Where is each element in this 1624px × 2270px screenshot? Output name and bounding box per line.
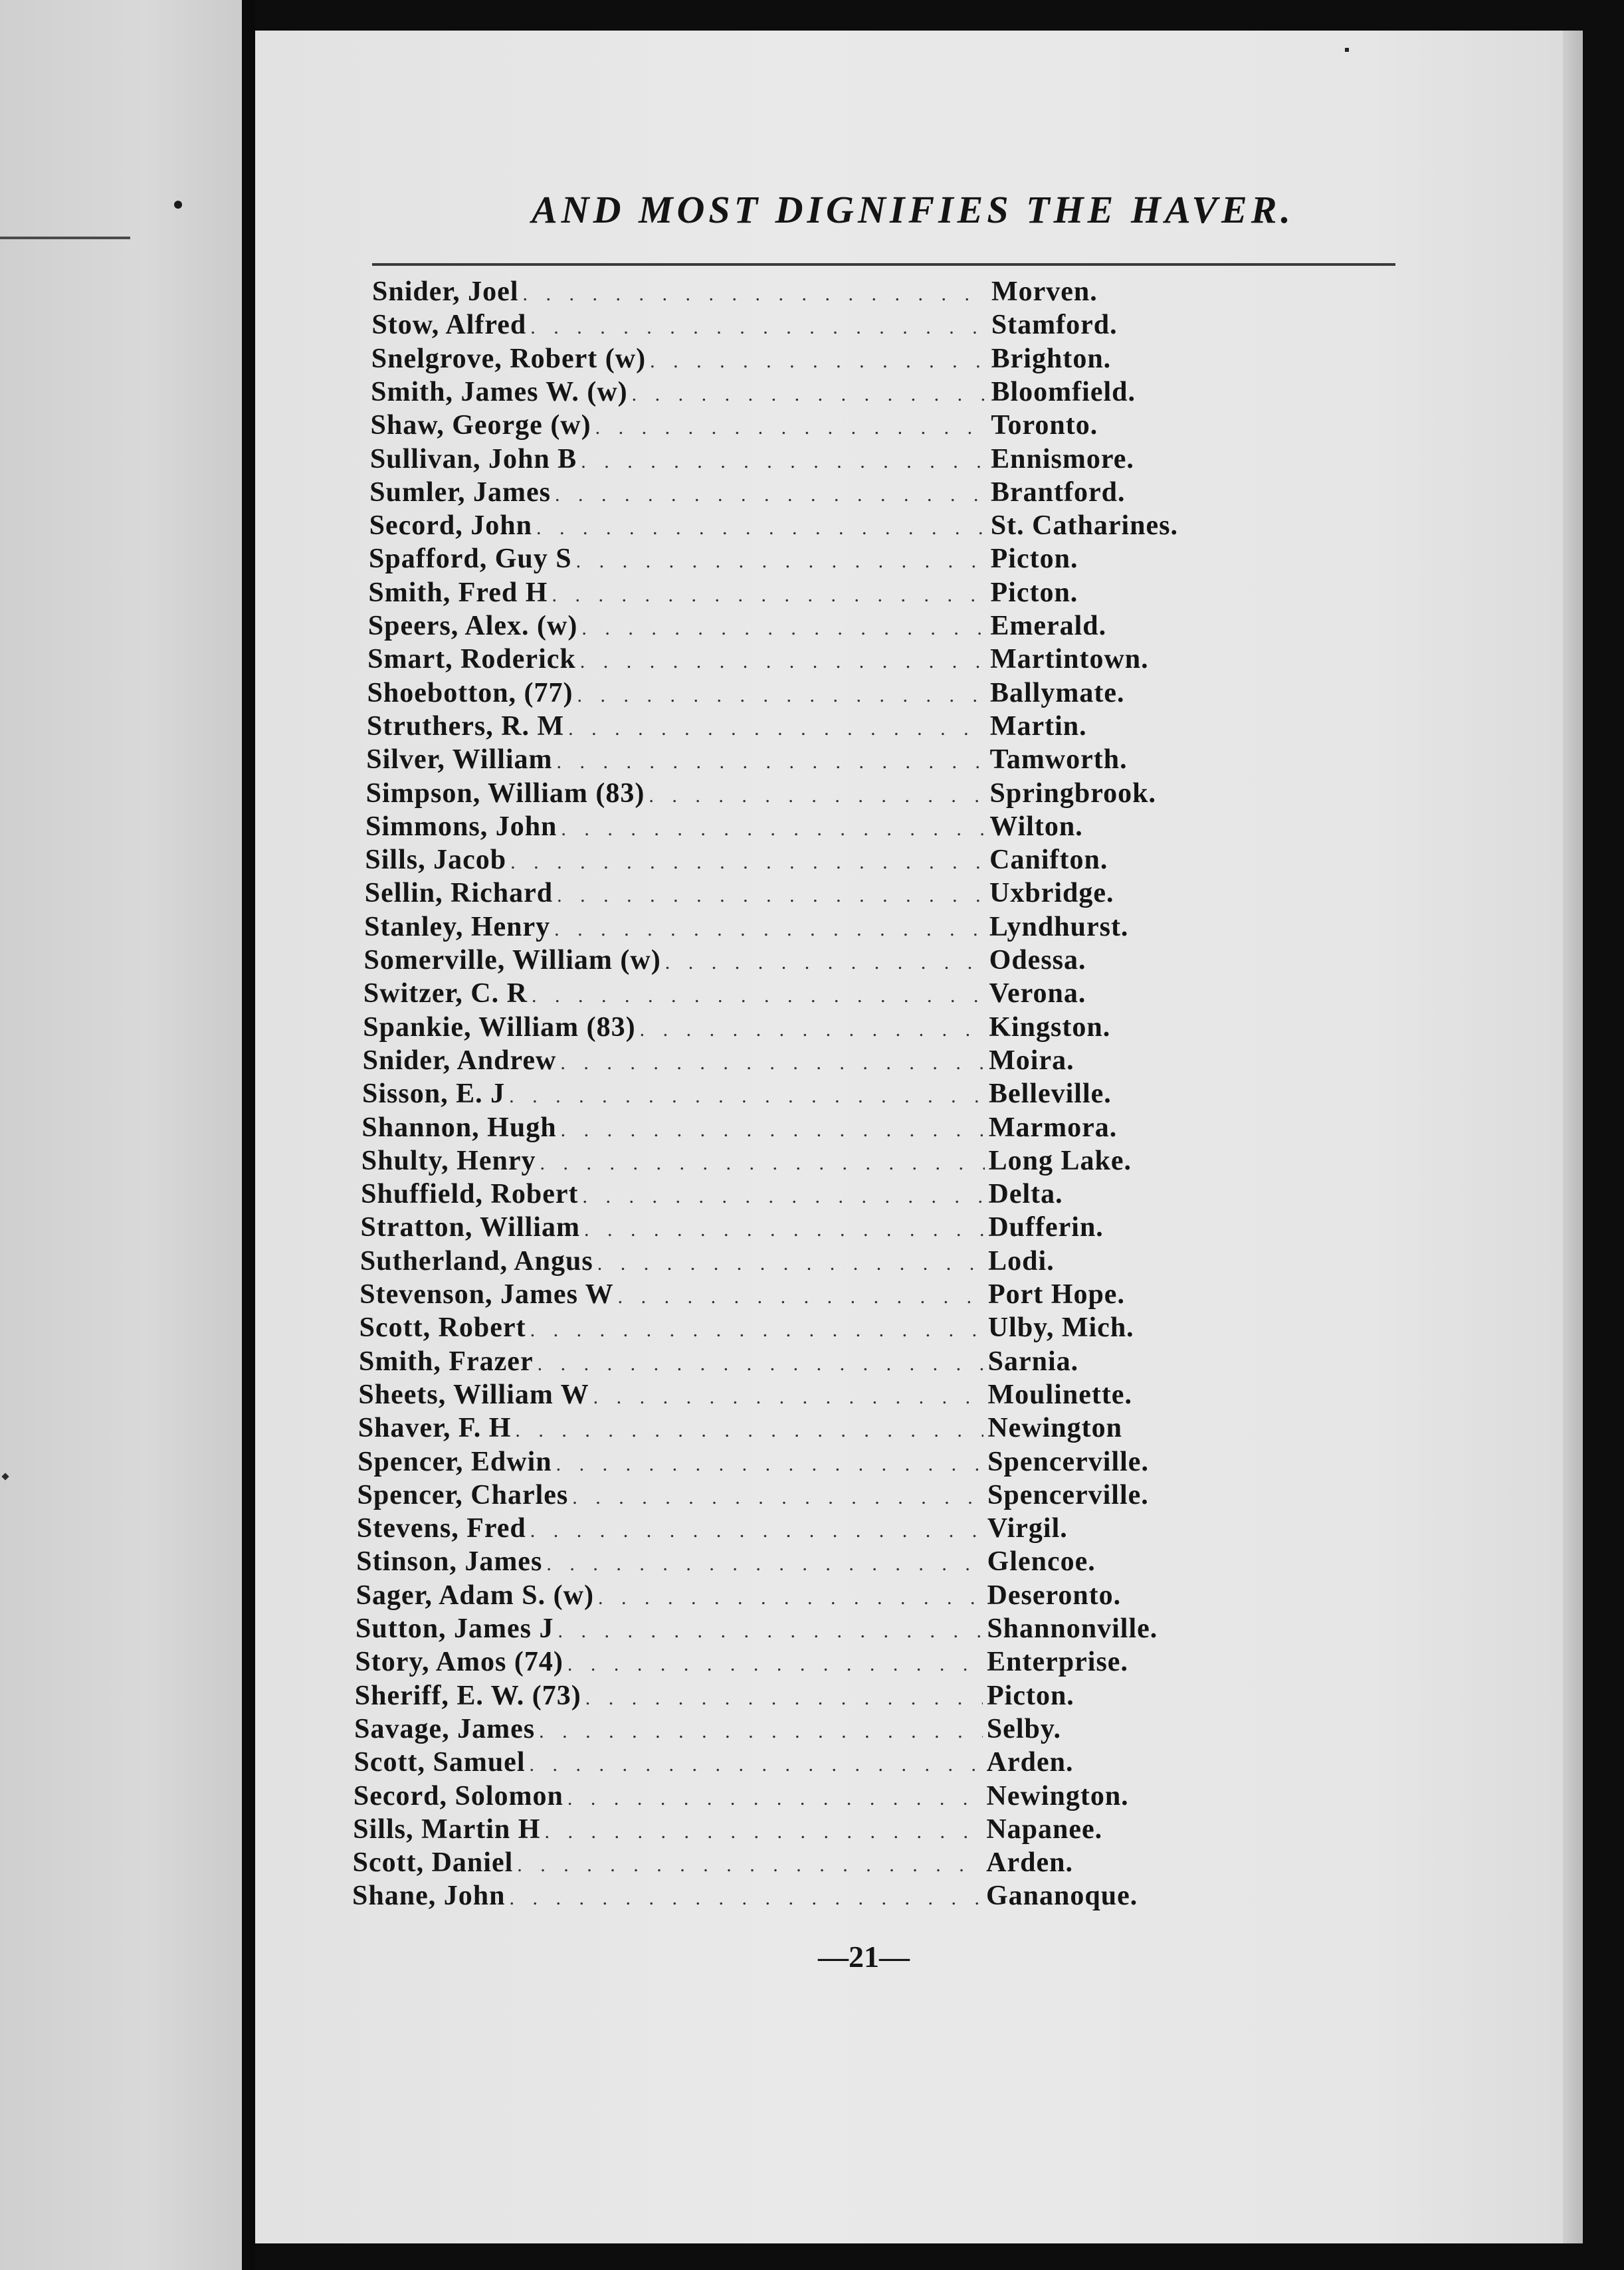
list-item: [354, 1780, 1239, 1813]
entry-name: Sills, Jacob: [365, 845, 507, 876]
dot-leader: [546, 1548, 983, 1581]
list-item: [358, 1378, 1240, 1411]
entry-name: Sutherland, Angus: [359, 1245, 593, 1277]
dot-leader: [580, 645, 986, 678]
dot-leader: [509, 1080, 985, 1113]
entry-place: Arden.: [986, 1747, 1074, 1778]
entry-place: Spencerville.: [987, 1446, 1149, 1477]
entry-name: Shaw, George (w): [370, 410, 591, 441]
list-item: [370, 443, 1243, 476]
list-item: [361, 1111, 1241, 1144]
dot-leader: [577, 679, 986, 712]
dot-leader: [558, 1615, 983, 1648]
entry-place: Ulby, Mich.: [987, 1312, 1134, 1344]
entry-name: Shoebotton, (77): [367, 677, 573, 708]
list-item: [357, 1479, 1241, 1512]
dot-leader: [561, 1114, 985, 1147]
dot-leader: [557, 746, 986, 779]
entry-place: Picton.: [987, 1680, 1074, 1711]
page-number: —21—: [818, 1940, 910, 1974]
entry-place: Marmora.: [988, 1112, 1118, 1143]
list-item: [366, 743, 1242, 776]
entry-place: Moulinette.: [987, 1379, 1132, 1410]
dot-leader: [539, 1715, 983, 1748]
list-item: [371, 375, 1243, 409]
entry-place: Toronto.: [991, 410, 1098, 441]
binding-gutter: [242, 0, 255, 2270]
list-item: [356, 1545, 1239, 1578]
entry-place: Tamworth.: [989, 744, 1128, 775]
entry-name: Snider, Joel: [372, 276, 519, 307]
dot-leader: [538, 1348, 984, 1381]
entry-place: Springbrook.: [989, 777, 1156, 809]
entry-name: Spencer, Edwin: [357, 1446, 552, 1477]
dot-leader: [540, 1147, 984, 1180]
list-item: [353, 1846, 1239, 1879]
entry-name: Sheriff, E. W. (73): [354, 1680, 581, 1711]
entry-name: Stratton, William: [360, 1212, 580, 1243]
dot-leader: [597, 1247, 984, 1281]
dot-leader: [567, 1648, 983, 1681]
list-item: [357, 1512, 1240, 1545]
entry-name: Snelgrove, Robert (w): [371, 343, 647, 374]
list-item: [369, 509, 1243, 542]
dot-leader: [530, 311, 987, 344]
entry-place: Sarnia.: [987, 1346, 1079, 1377]
entry-name: Spafford, Guy S: [369, 544, 572, 575]
entry-name: Story, Amos (74): [355, 1647, 563, 1678]
entry-place: Emerald.: [990, 611, 1107, 641]
entry-name: Scott, Robert: [359, 1312, 526, 1344]
entry-name: Stow, Alfred: [371, 310, 527, 341]
entry-place: Napanee.: [986, 1813, 1103, 1845]
list-item: [362, 1077, 1241, 1110]
entry-place: Shannonville.: [987, 1613, 1158, 1644]
list-item: [365, 810, 1242, 843]
entry-name: Speers, Alex. (w): [367, 611, 578, 641]
list-item: [354, 1746, 1239, 1779]
entry-place: Lyndhurst.: [989, 911, 1129, 942]
dot-leader: [598, 1582, 983, 1615]
list-item: [363, 1011, 1241, 1044]
list-item: [355, 1612, 1239, 1645]
dot-leader: [509, 1882, 982, 1915]
entry-name: Switzer, C. R: [363, 978, 528, 1009]
list-item: [371, 409, 1244, 442]
entry-name: Sumler, James: [369, 476, 552, 508]
dot-leader: [510, 846, 985, 879]
entry-place: Stamford.: [991, 310, 1118, 341]
entry-place: Spencerville.: [987, 1479, 1149, 1510]
facing-page-edge: [0, 0, 242, 2270]
list-item: [363, 977, 1242, 1010]
entry-place: Canifton.: [989, 845, 1108, 876]
list-item: [355, 1645, 1239, 1679]
ink-mark: [1, 1473, 9, 1480]
dot-leader: [581, 612, 986, 645]
entry-name: Somerville, William (w): [363, 945, 661, 976]
entry-name: Silver, William: [366, 744, 553, 775]
dot-leader: [632, 378, 987, 411]
entry-place: Deseronto.: [987, 1580, 1122, 1611]
list-item: [353, 1813, 1239, 1846]
list-item: [364, 944, 1242, 977]
list-item: [363, 1044, 1242, 1077]
dot-leader: [582, 1180, 984, 1213]
scan-speck: [1345, 48, 1349, 52]
entry-name: Sellin, Richard: [364, 878, 554, 909]
entry-name: Stanley, Henry: [364, 911, 551, 942]
entry-name: Stevens, Fred: [356, 1513, 526, 1544]
facing-page-rule: [0, 237, 130, 239]
dot-leader: [665, 946, 985, 980]
list-item: [371, 342, 1244, 375]
dot-leader: [568, 712, 986, 746]
dot-leader: [560, 1047, 985, 1080]
entry-name: Smart, Roderick: [367, 644, 576, 675]
entry-name: Secord, Solomon: [353, 1780, 563, 1811]
dot-leader: [522, 278, 987, 311]
list-item: [369, 476, 1243, 509]
entry-place: Lodi.: [988, 1245, 1055, 1277]
entry-name: Simmons, John: [365, 811, 558, 842]
list-item: [359, 1278, 1241, 1311]
entry-name: Snider, Andrew: [362, 1045, 557, 1076]
entry-place: Ennismore.: [991, 443, 1134, 474]
entry-place: Long Lake.: [988, 1145, 1132, 1176]
list-item: [364, 910, 1242, 944]
entry-name: Scott, Samuel: [354, 1747, 526, 1778]
entry-place: St. Catharines.: [990, 510, 1179, 542]
dot-leader: [576, 545, 987, 578]
list-item: [367, 643, 1243, 676]
entry-place: Picton.: [990, 544, 1078, 575]
list-item: [368, 576, 1243, 609]
dot-leader: [532, 980, 985, 1013]
entry-name: Sutton, James J: [355, 1613, 554, 1644]
list-item: [355, 1679, 1239, 1712]
list-item: [361, 1211, 1241, 1244]
entry-place: Belleville.: [989, 1079, 1112, 1110]
dot-leader: [585, 1682, 983, 1715]
list-item: [367, 676, 1243, 710]
dot-leader: [530, 1514, 983, 1548]
entry-place: Verona.: [989, 978, 1086, 1009]
entry-name: Struthers, R. M: [366, 710, 565, 742]
entry-name: Shaver, F. H: [357, 1413, 512, 1444]
dot-leader: [515, 1414, 983, 1447]
entry-place: Kingston.: [989, 1011, 1111, 1043]
entry-place: Bloomfield.: [991, 376, 1136, 407]
entry-name: Sager, Adam S. (w): [355, 1580, 594, 1611]
header-rule: [372, 263, 1395, 266]
entry-name: Smith, Fred H: [368, 577, 548, 608]
dot-leader: [555, 478, 987, 512]
entry-place: Martintown.: [990, 644, 1149, 675]
dot-leader: [554, 913, 985, 946]
entry-name: Sheets, William W: [358, 1379, 589, 1410]
dot-leader: [552, 579, 986, 612]
entry-place: Newington.: [986, 1780, 1129, 1811]
entry-name: Sisson, E. J: [362, 1079, 506, 1110]
dot-leader: [572, 1481, 983, 1514]
list-item: [368, 609, 1243, 643]
dot-leader: [544, 1815, 982, 1849]
list-item: [360, 1245, 1241, 1278]
list-item: [366, 777, 1243, 810]
list-item: [367, 710, 1243, 743]
list-item: [354, 1712, 1239, 1746]
entry-place: Enterprise.: [987, 1647, 1128, 1678]
dot-leader: [530, 1748, 983, 1782]
entry-place: Morven.: [991, 276, 1098, 307]
dot-leader: [530, 1314, 984, 1347]
dot-leader: [581, 445, 987, 478]
list-item: [369, 542, 1243, 575]
entry-place: Dufferin.: [988, 1212, 1104, 1243]
entry-name: Stevenson, James W: [359, 1279, 614, 1310]
entry-name: Savage, James: [354, 1713, 536, 1744]
entry-name: Scott, Daniel: [352, 1847, 514, 1879]
dot-leader: [556, 1448, 984, 1481]
dot-leader: [618, 1281, 984, 1314]
entry-name: Smith, Frazer: [359, 1346, 534, 1377]
entry-name: Shulty, Henry: [361, 1145, 536, 1176]
entry-name: Spencer, Charles: [357, 1479, 569, 1510]
dot-leader: [650, 345, 987, 378]
dot-leader: [557, 879, 985, 912]
entry-name: Sills, Martin H: [353, 1813, 541, 1845]
dot-leader: [517, 1849, 982, 1882]
entry-place: Moira.: [989, 1045, 1074, 1076]
dot-leader: [584, 1213, 984, 1247]
ink-dot: [174, 201, 182, 209]
list-item: [365, 877, 1242, 910]
list-item: [372, 275, 1244, 308]
entry-name: Sullivan, John B: [369, 443, 577, 474]
dot-leader: [640, 1013, 985, 1047]
list-item: [356, 1579, 1240, 1612]
running-title: AND MOST DIGNIFIES THE HAVER.: [532, 188, 1294, 231]
list-item: [361, 1144, 1241, 1178]
entry-name: Smith, James W. (w): [371, 376, 628, 407]
entry-name: Stinson, James: [356, 1546, 543, 1578]
list-item: [359, 1345, 1241, 1378]
entry-place: Uxbridge.: [989, 878, 1114, 909]
entry-name: Shannon, Hugh: [361, 1112, 557, 1143]
dot-leader: [561, 813, 985, 846]
list-item: [358, 1411, 1241, 1445]
dot-leader: [649, 779, 985, 813]
dot-leader: [595, 411, 987, 445]
list-item: [359, 1311, 1241, 1344]
entry-place: Martin.: [989, 710, 1087, 742]
dot-leader: [536, 512, 987, 545]
list-item: [357, 1445, 1240, 1479]
list-item: [371, 308, 1243, 342]
entry-place: Brantford.: [991, 476, 1126, 508]
entry-place: Wilton.: [989, 811, 1083, 842]
entry-place: Gananoque.: [986, 1881, 1138, 1912]
entry-name: Shane, John: [352, 1881, 506, 1912]
entry-place: Odessa.: [989, 945, 1086, 976]
dot-leader: [593, 1381, 984, 1414]
entry-place: Selby.: [986, 1713, 1062, 1744]
list-item: [352, 1879, 1239, 1912]
entry-name: Secord, John: [369, 510, 532, 542]
entry-place: Brighton.: [991, 343, 1112, 374]
list-item: [361, 1178, 1241, 1211]
entry-place: Newington: [987, 1413, 1123, 1444]
entry-place: Picton.: [990, 577, 1078, 608]
entry-place: Virgil.: [987, 1513, 1068, 1544]
entry-name: Shuffield, Robert: [361, 1179, 579, 1210]
entry-place: Port Hope.: [988, 1279, 1125, 1310]
entry-place: Glencoe.: [987, 1546, 1096, 1578]
entry-place: Ballymate.: [990, 677, 1125, 708]
page-edge-shadow: [1563, 31, 1583, 2243]
entry-place: Arden.: [986, 1847, 1073, 1879]
dot-leader: [567, 1782, 983, 1815]
entry-name: Spankie, William (83): [363, 1011, 636, 1043]
entry-place: Delta.: [988, 1179, 1063, 1210]
entry-name: Simpson, William (83): [365, 777, 645, 809]
list-item: [365, 843, 1242, 877]
